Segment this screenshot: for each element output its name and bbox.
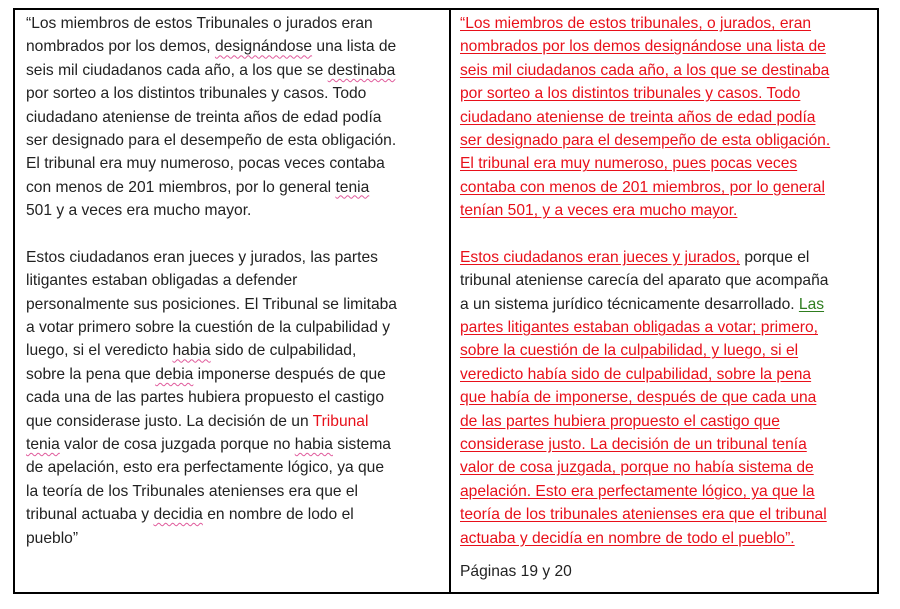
text-line: Estos ciudadanos eran jueces y jurados, las partes [26,248,378,266]
text-line: la teoría de los Tribunales atenienses era que el [26,482,359,500]
text-line: ciudadano ateniense de treinta años de edad podía [26,108,382,126]
text-line: El tribunal era muy numeroso, pues pocas veces [460,155,798,173]
page-reference: Páginas 19 y 20 [460,562,572,580]
revised-quote-column [451,10,879,592]
text-line: ser designado para el desempeño de esta obligación. [460,131,831,149]
comparison-table [13,8,879,594]
text-line: sobre la pena que debia imponerse después de que [26,365,386,383]
text-line: luego, si el veredicto habia sido de culpabilidad, [26,342,357,360]
text-line: que considerase justo. La decisión de un Tribunal [26,412,369,430]
text-line: contaba con menos de 201 miembros, por lo general [460,178,825,196]
text-line: seis mil ciudadanos cada año, a los que se destinaba [460,61,830,79]
text-line: ciudadano ateniense de treinta años de edad podía [460,108,816,126]
text-line: seis mil ciudadanos cada año, a los que se destinaba [26,61,396,79]
text-line: cada una de las partes hubiera propuesto el castigo [26,389,385,407]
text-line: actuaba y decidía en nombre de todo el pueblo”. [460,529,795,547]
text-line: a un sistema jurídico técnicamente desarrollado. Las [460,295,825,313]
text-line: nombrados por los demos, designándose una lista de [26,38,397,56]
text-line: teoría de los tribunales atenienses era que el tribunal [460,506,827,524]
original-quote-column [15,10,449,592]
text-line: ser designado para el desempeño de esta obligación. [26,131,397,149]
text-line: tribunal ateniense carecía del aparato que acompaña [460,272,829,290]
text-line: apelación. Esto era perfectamente lógico, ya que la [460,482,815,500]
text-line: que había de imponerse, después de que cada una [460,389,817,407]
text-line: partes litigantes estaban obligadas a votar; primero, [460,319,818,337]
text-line: nombrados por los demos designándose una lista de [460,38,826,56]
text-line: por sorteo a los distintos tribunales y casos. Todo [460,85,801,103]
text-line: con menos de 201 miembros, por lo general tenia [26,178,370,196]
text-line: personalmente sus posiciones. El Tribunal se limitaba [26,295,397,313]
text-line: litigantes estaban obligadas a defender [26,272,298,290]
text-line: sobre la cuestión de la culpabilidad, y luego, si el [460,342,799,360]
text-line: por sorteo a los distintos tribunales y casos. Todo [26,85,367,103]
text-line: tribunal actuaba y decidia en nombre de lodo el [26,506,354,524]
text-line: El tribunal era muy numeroso, pocas veces contaba [26,155,385,173]
text-line: de apelación, esto era perfectamente lógico, ya que [26,459,385,477]
text-line: 501 y a veces era mucho mayor. [26,202,252,220]
text-line: tenían 501, y a veces era mucho mayor. [460,202,738,220]
text-line: tenia valor de cosa juzgada porque no habia sistema [26,436,391,454]
text-line: pueblo” [26,529,79,547]
text-line: Estos ciudadanos eran jueces y jurados, porque el [460,248,810,266]
text-line: de las partes hubiera propuesto el castigo que [460,412,780,430]
text-line: veredicto había sido de culpabilidad, sobre la pena [460,365,812,383]
text-line: valor de cosa juzgada, porque no había sistema de [460,459,814,477]
text-line: “Los miembros de estos Tribunales o jurados eran [26,15,373,32]
text-line: considerase justo. La decisión de un tribunal tenía [460,436,807,454]
text-line: a votar primero sobre la cuestión de la culpabilidad y [26,319,391,337]
text-line: “Los miembros de estos tribunales, o jurados, eran [460,15,812,32]
